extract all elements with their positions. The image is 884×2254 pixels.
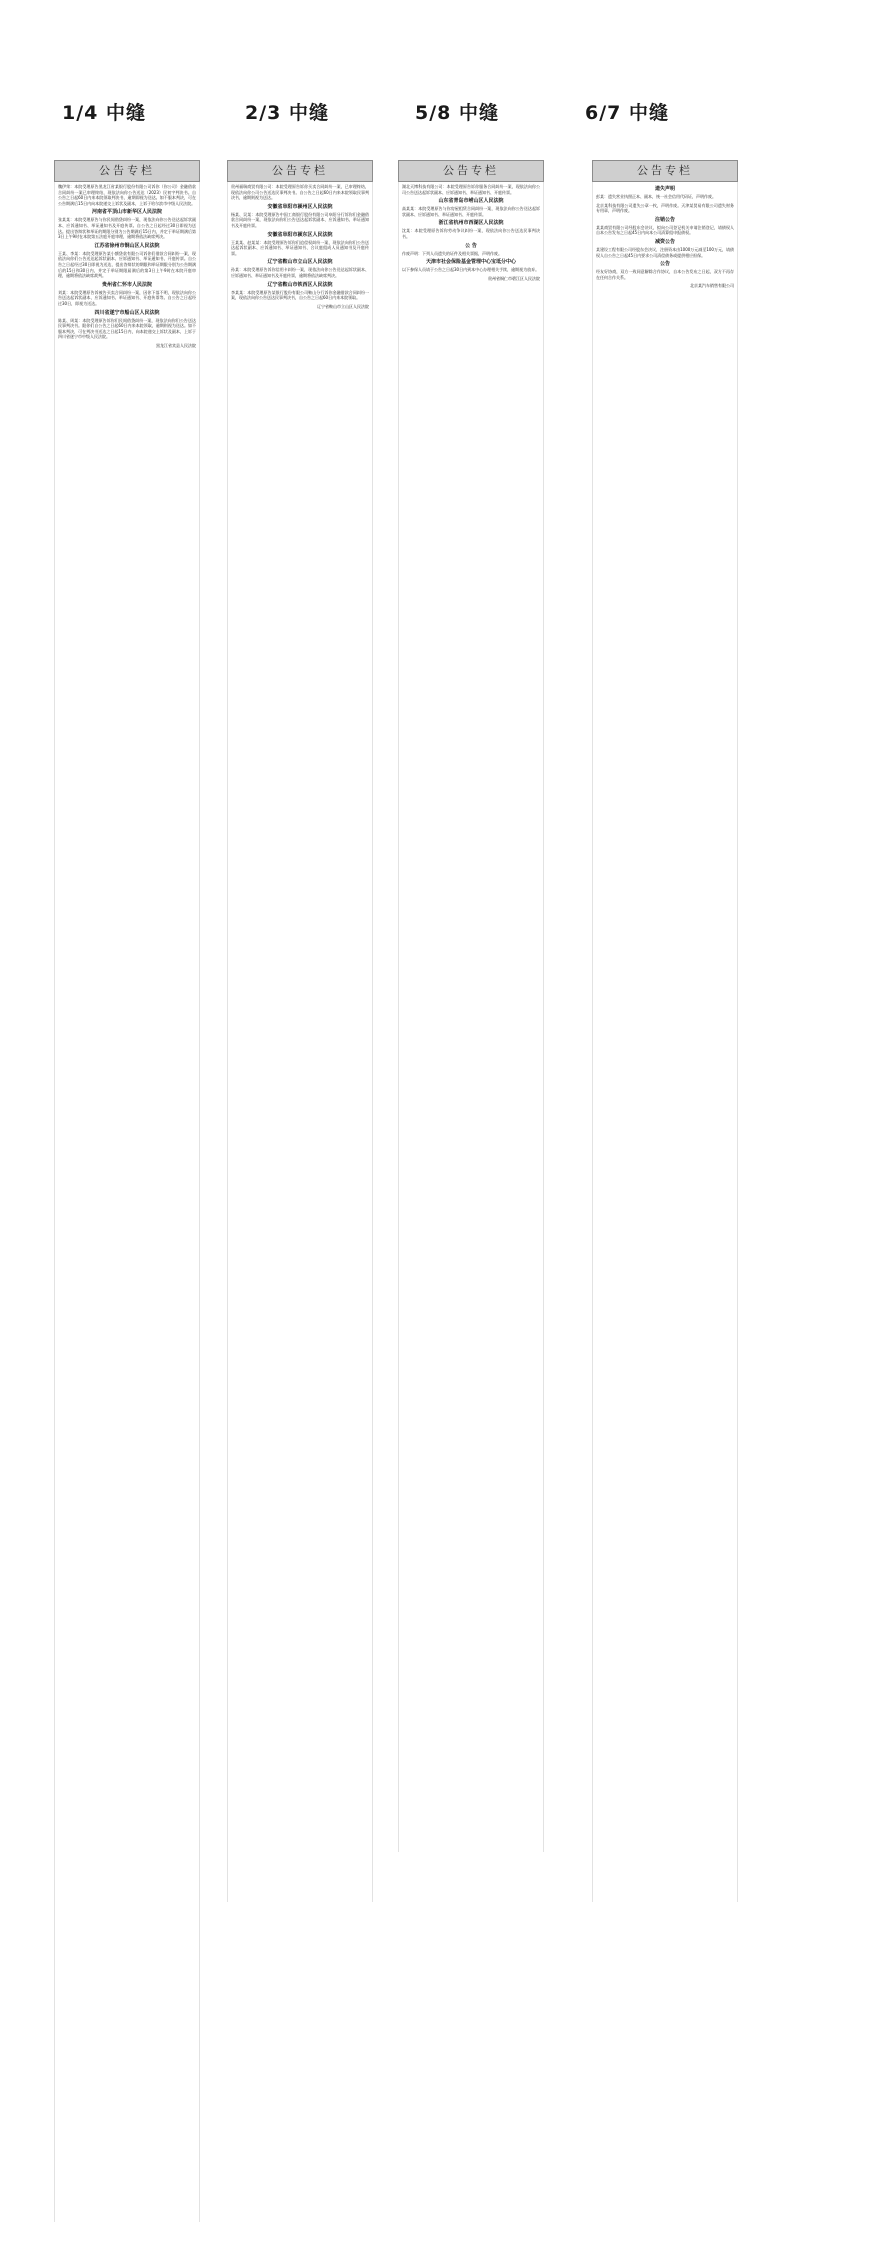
notice [596, 261, 734, 280]
notice [58, 282, 196, 307]
notice-body: 彭某：遗失营业执照正本、副本，统一社会信用代码证，声明作废。 [596, 194, 716, 199]
notice [596, 186, 734, 200]
notice-title: 安徽省阜阳市颍东区人民法院 [267, 231, 333, 238]
notice-body: 北京某科技有限公司遗失公章一枚，声明作废。天津某贸易有限公司遗失财务专用章，声明作废。 [596, 202, 734, 214]
notice-body: 刘某：本院受理原告诉被告买卖合同纠纷一案，因你下落不明，现依法向你公告送达起诉状副本、应诉通知书、举证通知书、开庭传票等。自公告之日起经过30日，即视为送达。 [58, 289, 196, 306]
notice-body: 陈某、周某：本院受理原告诉你们民间借贷纠纷一案，现依法向你们公告送达民事判决书。限你们自公告之日起60日内来本院领取，逾期则视为送达。如不服本判决，可在判决书送达之日起15日内，向本院递交上诉状及副本，上诉于四川省遂宁市中级人民法院。 [58, 317, 196, 340]
notice-body: 孙某：本院受理原告诉你信用卡纠纷一案，现依法向你公告送达起诉状副本、应诉通知书、举证通知书及开庭传票，逾期将依法缺席判决。 [231, 267, 369, 278]
notice [596, 239, 734, 258]
notice-body: 李某某：本院受理原告某银行股份有限公司鞍山分行诉你金融借款合同纠纷一案，现依法向你公告送达民事判决书，自公告之日起60日内来本院领取。 [231, 289, 369, 301]
notice-title: 遗失声明 [654, 186, 675, 192]
notice-signature: 黑龙江省宾县人民法院 [156, 342, 196, 348]
column-3 [398, 160, 544, 1852]
notice [231, 204, 369, 229]
notice [596, 217, 734, 236]
notice-signature: 贵州省铜仁市碧江区人民法院 [488, 275, 540, 281]
notice-title: 辽宁省鞍山市立山区人民法院 [267, 259, 333, 266]
notice-title: 山东省青岛市崂山区人民法院 [438, 198, 504, 205]
notice-body: 贵州福瑞商贸有限公司：本院受理原告诉你买卖合同纠纷一案，已审理终结，现依法向你公司公告送达民事判决书。自公告之日起60日内来本院领取民事判决书，逾期则视为送达。 [231, 184, 369, 201]
column-body [54, 182, 200, 2222]
notice-body: 杨某、吴某：本院受理原告中国工商银行股份有限公司阜阳分行诉你们金融借款合同纠纷一案，现依法向你们公告送达起诉状副本、应诉通知书、举证通知书及开庭传票。 [231, 211, 369, 228]
notice-body: 湖北天博科技有限公司：本院受理原告诉你服务合同纠纷一案，现依法向你公司公告送达起诉状副本、应诉通知书、举证通知书、开庭传票。 [402, 184, 540, 195]
notice [231, 184, 369, 201]
notice-body: 某建设工程有限公司经股东会决议，注册资本由1000万元减至100万元，请债权人自公告之日起45日内要求公司清偿债务或提供相应担保。 [596, 246, 734, 258]
col-heading-1: 1/4 中缝 [62, 102, 146, 124]
column-body [592, 182, 738, 1902]
notice-body: 张某某：本院受理原告与你民间借贷纠纷一案，现依法向你公告送达起诉状副本、应诉通知书、举证通知书及开庭传票。自公告之日起经过30日即视为送达。提出答辩状和举证的期限分别为公告期满后15日内，并定于举证期满后第3日上午9时在本院第五法庭开庭审理，逾期将依法缺席判决。 [58, 217, 196, 240]
column-body [227, 182, 373, 1902]
notice-title: 天津市社会保险基金管理中心宝坻分中心 [425, 259, 516, 266]
notice-title: 公告 [659, 261, 670, 268]
notice [231, 282, 369, 301]
notice [402, 184, 540, 195]
notice-title: 浙江省杭州市西湖区人民法院 [438, 220, 504, 227]
notice-body: 以下参保人员请于公告之日起30日内到本中心办理相关手续，逾期视为放弃。 [402, 267, 540, 273]
notice-title: 减资公告 [654, 238, 675, 245]
column-body [398, 182, 544, 1852]
notice-title: 四川省遂宁市船山区人民法院 [94, 309, 160, 316]
notice [231, 259, 369, 278]
notice-body: 某某商贸有限公司经股东会决议，拟向公司登记机关申请注销登记，请债权人自本公告发布之日起45日内向本公司清算组申报债权。 [596, 224, 734, 236]
notice-title: 贵州省仁怀市人民法院 [101, 281, 152, 288]
notice-body: 王某某、赵某某：本院受理原告诉你们追偿权纠纷一案，现依法向你们公告送达起诉状副本、应诉通知书、举证通知书、合议庭组成人员通知书及开庭传票。 [231, 239, 369, 256]
notice-body: 经友好协商，双方一致同意解除合作协议，自本公告发布之日起，双方不再存在任何合作关系。 [596, 269, 734, 280]
column-header: 公告专栏 [227, 160, 373, 182]
notice-signature: 辽宁省鞍山市立山区人民法院 [317, 303, 369, 309]
notice [402, 220, 540, 239]
notice-body: 沈某：本院受理原告诉你劳动争议纠纷一案，现依法向你公告送达民事判决书。 [402, 228, 540, 239]
col-heading-2: 2/3 中缝 [245, 102, 329, 124]
column-4 [592, 160, 738, 1902]
column-1 [54, 160, 200, 2222]
notice [58, 184, 196, 206]
notice [596, 203, 734, 214]
notice-title: 安徽省阜阳市颍州区人民法院 [267, 203, 333, 210]
notice [58, 310, 196, 340]
notice [231, 232, 369, 257]
column-header: 公告专栏 [54, 160, 200, 182]
notice [402, 259, 540, 273]
column-header: 公告专栏 [398, 160, 544, 182]
notice [402, 198, 540, 217]
col-heading-3: 5/8 中缝 [415, 102, 499, 124]
notice [58, 243, 196, 279]
column-header: 公告专栏 [592, 160, 738, 182]
column-2 [227, 160, 373, 1902]
notice-title: 河南省平顶山市新华区人民法院 [91, 209, 162, 216]
notice-body: 魏伊荣：本院受理原告黑龙江省某银行股份有限公司诉你（你公司）金融借款合同纠纷一案已审理终结，现依法向你公告送达（2023）民初字判决书。自公告之日起60日内来本院领取判决书，逾期即视为送达。如不服本判决，可在公告期满后15日内向本院递交上诉状及副本，上诉于哈尔滨市中级人民法院。 [58, 184, 196, 206]
notice [58, 209, 196, 239]
notice-title: 江苏省徐州市铜山区人民法院 [94, 242, 160, 249]
notice-body: 作废声明：下列人员遗失的证件及相关票据，声明作废。 [402, 250, 502, 256]
notice [402, 243, 540, 257]
notice-body: 王某、李某：本院受理原告某小额贷款有限公司诉你们借款合同纠纷一案，现依法向你们公告送达起诉状副本、应诉通知书、举证通知书、开庭传票。自公告之日起经过30日即视为送达，提出答辩状的期限和举证期限分别为公告期满后的15日和30日内，并定于举证期限届满后的第3日上午9时在本院开庭审理，逾期将依法缺席裁判。 [58, 250, 196, 279]
notice-body: 高某某：本院受理原告与你房屋租赁合同纠纷一案，现依法向你公告送达起诉状副本、应诉通知书、举证通知书、开庭传票。 [402, 206, 540, 217]
col-heading-4: 6/7 中缝 [585, 102, 669, 124]
notice-title: 公 告 [465, 242, 477, 249]
notice-signature: 北京某汽车销售有限公司 [690, 283, 734, 289]
notice-title: 注销公告 [654, 216, 675, 223]
notice-title: 辽宁省鞍山市铁西区人民法院 [267, 281, 333, 288]
